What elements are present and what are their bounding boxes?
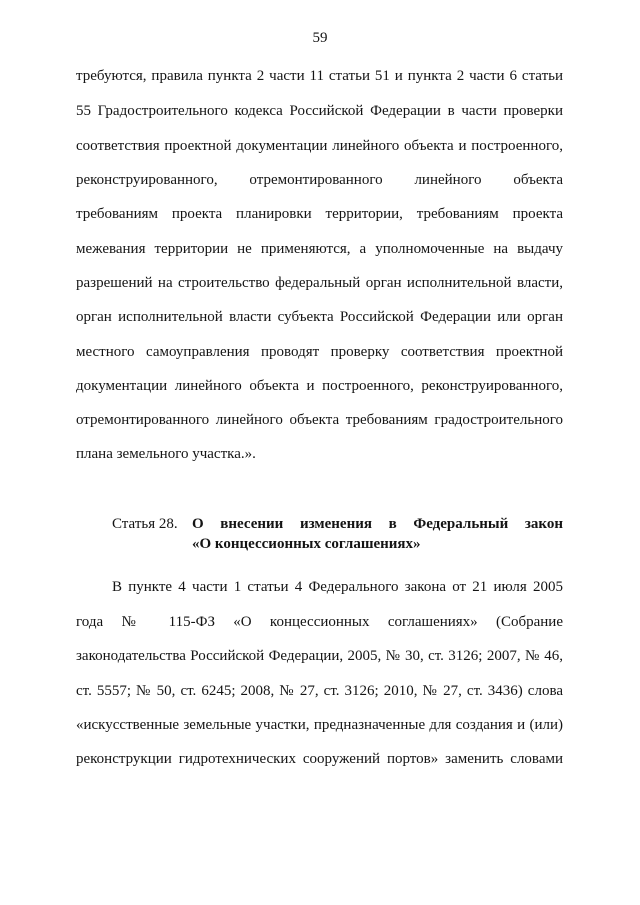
paragraph-line: местного самоуправления проводят проверку соответствия проектной [76,344,563,360]
paragraph-line: ст. 5557; № 50, ст. 6245; 2008, № 27, ст. 3126; 2010, № 27, ст. 3436) слова [76,683,563,699]
paragraph-line: требуются, правила пункта 2 части 11 статьи 51 и пункта 2 части 6 статьи [76,68,563,84]
article-title: О внесении изменения в Федеральный закон [192,516,563,532]
paragraph-line: года № 115-ФЗ «О концессионных соглашениях» (Собрание [76,614,563,630]
paragraph-line: реконструированного, отремонтированного линейного объекта [76,172,563,188]
page-number: 59 [312,30,328,46]
article-label: Статья 28. [112,516,178,532]
paragraph-line: отремонтированного линейного объекта требованиям градостроительного [76,412,563,428]
paragraph-line: межевания территории не применяются, а уполномоченные на выдачу [76,241,563,257]
paragraph-line: 55 Градостроительного кодекса Российской Федерации в части проверки [76,103,563,119]
paragraph-line: реконструкции гидротехнических сооружений портов» заменить словами [76,751,563,767]
paragraph-line: разрешений на строительство федеральный орган исполнительной власти, [76,275,563,291]
paragraph-line: орган исполнительной власти субъекта Российской Федерации или орган [76,309,563,325]
paragraph-line: плана земельного участка.». [76,446,256,462]
paragraph-line: законодательства Российской Федерации, 2005, № 30, ст. 3126; 2007, № 46, [76,648,563,664]
paragraph-line: документации линейного объекта и построенного, реконструированного, [76,378,563,394]
paragraph-line: В пункте 4 части 1 статьи 4 Федерального закона от 21 июля 2005 [112,579,563,595]
paragraph-line: соответствия проектной документации линейного объекта и построенного, [76,138,563,154]
paragraph-line: «искусственные земельные участки, предназначенные для создания и (или) [76,717,563,733]
paragraph-line: требованиям проекта планировки территории, требованиям проекта [76,206,563,222]
article-title: «О концессионных соглашениях» [192,536,421,552]
